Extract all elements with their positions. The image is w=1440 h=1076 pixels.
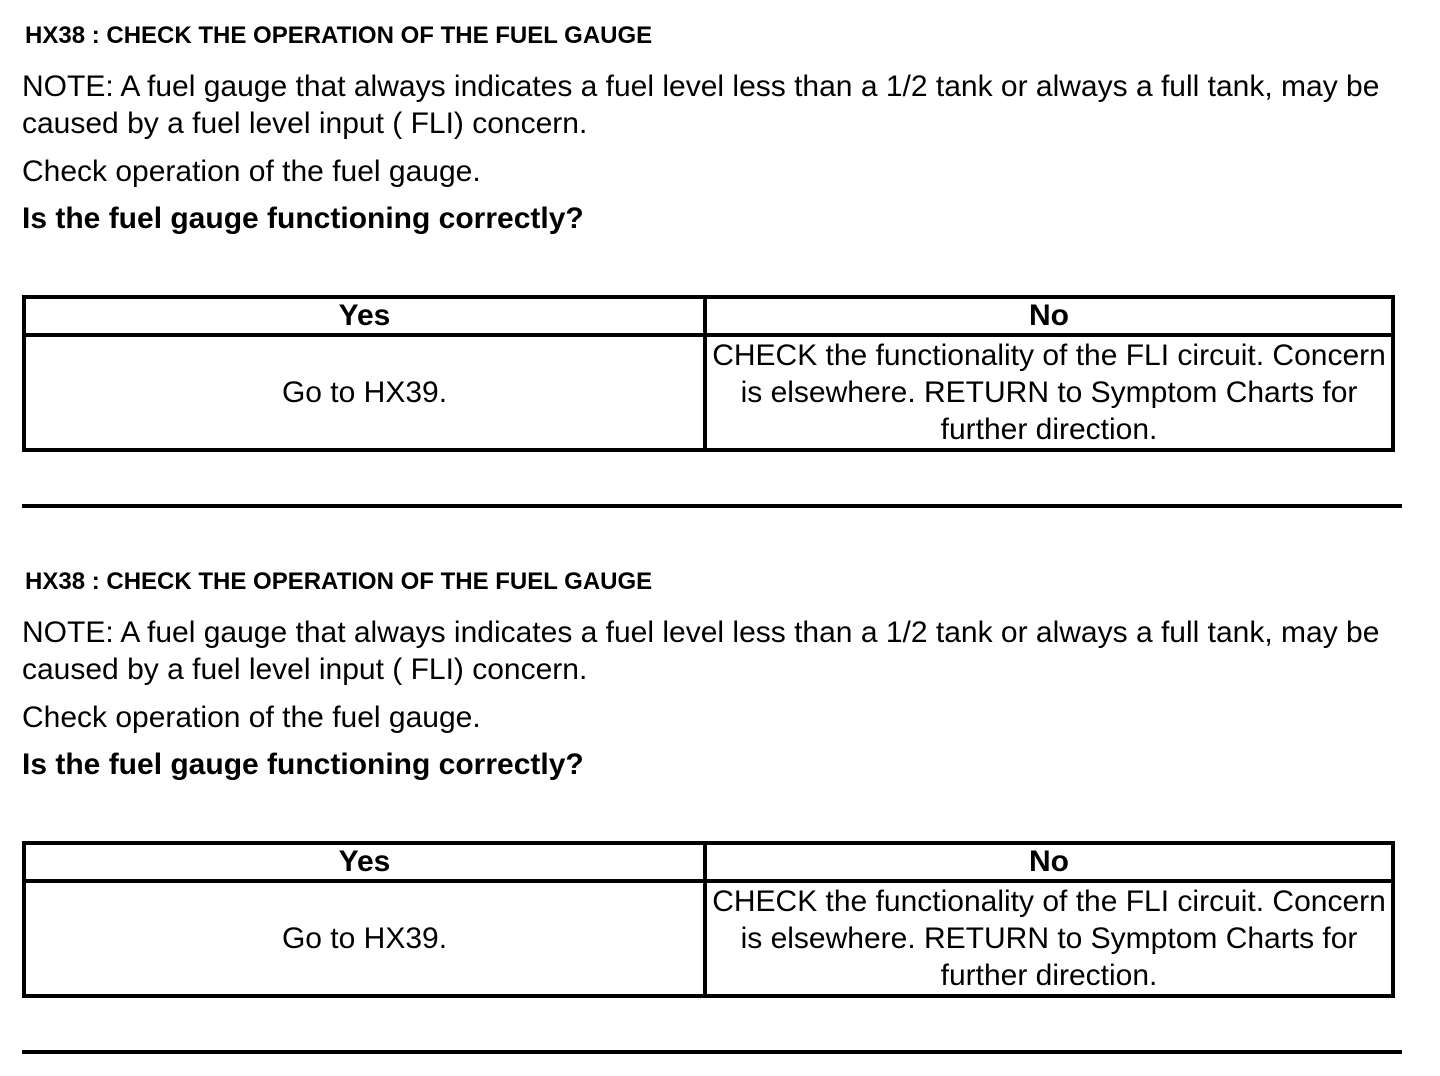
note-text: NOTE: A fuel gauge that always indicates a fuel level less than a 1/2 tank or always a full tank, may be caused by a fuel level input ( FLI) concern. bbox=[22, 616, 1380, 686]
yes-action-cell: Go to HX39. bbox=[24, 881, 705, 996]
instruction-text: Check operation of the fuel gauge. bbox=[22, 701, 481, 734]
yes-header: Yes bbox=[24, 843, 705, 881]
question-text: Is the fuel gauge functioning correctly? bbox=[22, 748, 584, 781]
yes-header: Yes bbox=[24, 297, 705, 335]
step-title: HX38 : CHECK THE OPERATION OF THE FUEL GAUGE bbox=[25, 22, 653, 49]
yes-action-cell: Go to HX39. bbox=[24, 335, 705, 450]
table-row bbox=[24, 881, 1393, 996]
question-text: Is the fuel gauge functioning correctly? bbox=[22, 202, 584, 235]
no-header: No bbox=[705, 297, 1393, 335]
result-table bbox=[22, 841, 1395, 998]
no-action-cell: CHECK the functionality of the FLI circuit. Concern is elsewhere. RETURN to Symptom Charts for further direction. bbox=[705, 335, 1393, 450]
table-header-row bbox=[24, 843, 1393, 881]
result-table bbox=[22, 295, 1395, 452]
section-divider bbox=[22, 504, 1402, 508]
table-header-row bbox=[24, 297, 1393, 335]
no-header: No bbox=[705, 843, 1393, 881]
table-row bbox=[24, 335, 1393, 450]
no-action-cell: CHECK the functionality of the FLI circuit. Concern is elsewhere. RETURN to Symptom Charts for further direction. bbox=[705, 881, 1393, 996]
note-text: NOTE: A fuel gauge that always indicates a fuel level less than a 1/2 tank or always a full tank, may be caused by a fuel level input ( FLI) concern. bbox=[22, 70, 1380, 140]
instruction-text: Check operation of the fuel gauge. bbox=[22, 155, 481, 188]
section-divider bbox=[22, 1050, 1402, 1054]
step-title: HX38 : CHECK THE OPERATION OF THE FUEL GAUGE bbox=[25, 568, 653, 595]
